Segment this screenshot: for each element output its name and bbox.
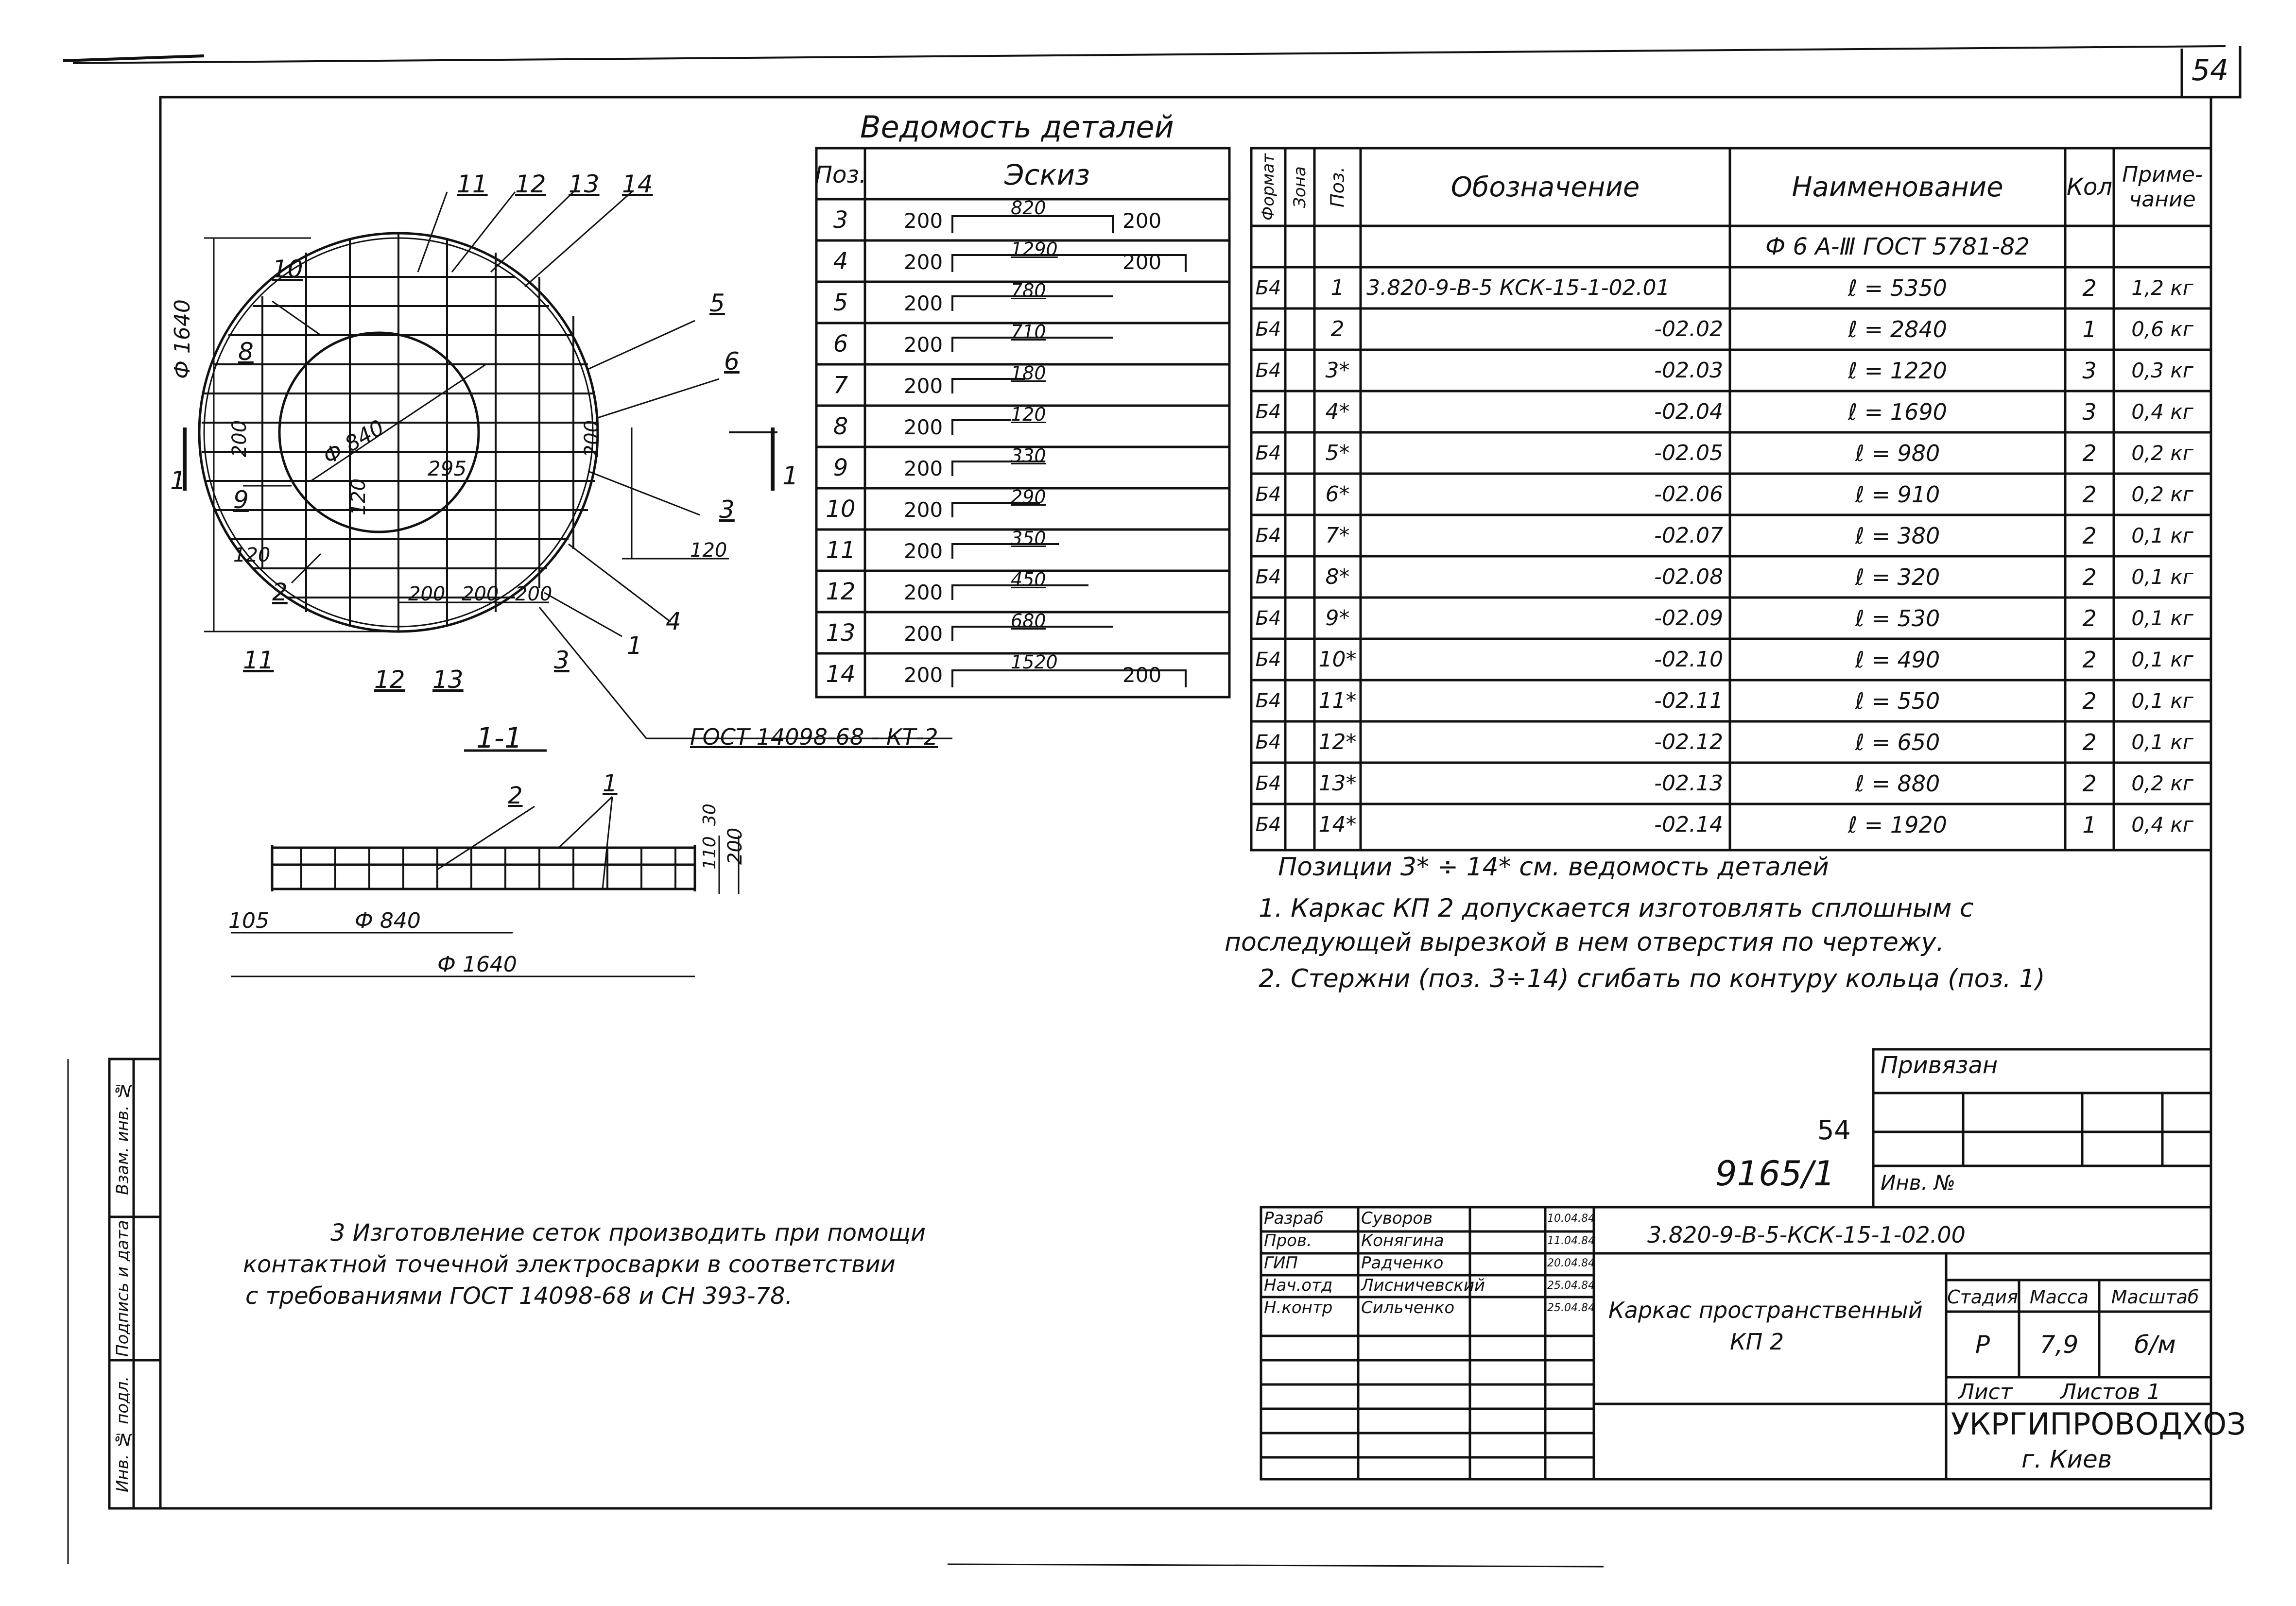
spec-row-pos: 13* <box>1318 771 1357 796</box>
callout-13-top: 13 <box>569 170 600 198</box>
details-header-pos: Поз. <box>814 161 867 188</box>
section-mark-right: 1 <box>782 461 799 491</box>
spec-row-qty: 2 <box>2082 646 2097 673</box>
label-dim-120-top: 120 <box>347 478 370 516</box>
details-row-mid-dim: 330 <box>1011 445 1046 466</box>
bend-sketches <box>952 216 1186 687</box>
details-row-mid-dim: 820 <box>1011 197 1046 219</box>
spec-header-name: Наименование <box>1792 171 2003 203</box>
details-row-pos: 13 <box>826 619 856 647</box>
spec-row-designation: -02.11 <box>1654 688 1723 713</box>
spec-row-designation: -02.10 <box>1654 647 1723 672</box>
spec-row-format: Б4 <box>1255 483 1281 506</box>
spec-row-qty: 2 <box>2082 770 2097 797</box>
details-row-pos: 4 <box>833 247 848 275</box>
vertical-bars <box>262 233 573 632</box>
spec-row-name: ℓ = 1920 <box>1848 811 1947 838</box>
spec-row-note: 0,1 кг <box>2131 606 2193 630</box>
details-row-right-dim: 200 <box>1122 250 1162 274</box>
spec-row-designation: -02.05 <box>1654 441 1723 465</box>
details-row-mid-dim: 1520 <box>1011 651 1058 673</box>
spec-row-designation: -02.06 <box>1654 482 1723 507</box>
spec-row-designation: 3.820-9-В-5 КСК-15-1-02.01 <box>1366 275 1670 300</box>
details-row-left-dim: 200 <box>904 333 943 357</box>
spec-row-pos: 3* <box>1325 358 1350 383</box>
spec-row-qty: 3 <box>2082 357 2097 384</box>
details-row-pos: 10 <box>826 495 856 523</box>
details-row-mid-dim: 1290 <box>1011 239 1058 260</box>
details-row-right-dim: 200 <box>1122 209 1162 233</box>
spec-row-note: 1,2 кг <box>2131 276 2193 300</box>
title-role: Н.контр <box>1264 1298 1333 1317</box>
spec-row-name: ℓ = 380 <box>1855 522 1940 549</box>
details-row-left-dim: 200 <box>904 457 943 480</box>
section-dim-105: 105 <box>228 908 269 933</box>
spec-row-qty: 2 <box>2082 274 2097 301</box>
title-date: 10.04.84 <box>1547 1212 1595 1225</box>
title-sheet-label: Лист <box>1958 1380 2013 1404</box>
spec-header-format: Формат <box>1259 154 1278 221</box>
spec-row-note: 0,2 кг <box>2131 482 2193 506</box>
spec-row-designation: -02.03 <box>1654 358 1723 383</box>
details-row-pos: 3 <box>833 206 848 234</box>
spec-row-note: 0,1 кг <box>2131 565 2193 589</box>
title-scale-label: Масштаб <box>2111 1286 2199 1308</box>
details-row-left-dim: 200 <box>904 415 943 439</box>
label-dim-200-left: 200 <box>228 420 251 458</box>
spec-row-qty: 2 <box>2082 522 2097 549</box>
title-sheets-label: Листов 1 <box>2060 1380 2161 1404</box>
spec-row-format: Б4 <box>1255 400 1281 423</box>
section-dia-1640: Ф 1640 <box>437 952 517 977</box>
section-drawing <box>231 751 739 976</box>
details-row-left-dim: 200 <box>904 374 943 398</box>
note-3-line-2: контактной точечной электросварки в соответствии <box>243 1251 896 1278</box>
details-row-mid-dim: 780 <box>1011 280 1046 301</box>
spec-row-designation: -02.02 <box>1654 317 1723 342</box>
spec-row-name: ℓ = 880 <box>1855 770 1940 797</box>
details-row-mid-dim: 120 <box>1011 404 1046 425</box>
spec-row-name: ℓ = 2840 <box>1848 316 1947 342</box>
details-row-left-dim: 200 <box>904 291 943 315</box>
spec-row-designation: -02.12 <box>1654 730 1723 754</box>
section-dim-200: 200 <box>724 827 746 865</box>
title-name: Радченко <box>1361 1253 1444 1273</box>
side-stamp-inv-podl: Инв. № подл. <box>113 1376 133 1493</box>
page-number: 54 <box>2192 53 2229 87</box>
details-row-left-dim: 200 <box>904 622 943 646</box>
title-stage-value: Р <box>1975 1330 1990 1359</box>
inv-label: Инв. № <box>1881 1171 1956 1195</box>
details-row-pos: 9 <box>833 454 848 481</box>
title-date: 25.04.84 <box>1547 1279 1595 1292</box>
spec-row-qty: 1 <box>2082 811 2097 838</box>
spec-row-pos: 7* <box>1325 523 1350 548</box>
title-city: г. Киев <box>2021 1445 2112 1473</box>
spec-row-note: 0,4 кг <box>2131 813 2193 837</box>
label-dim-200-a: 200 <box>408 583 446 605</box>
spec-header-pos: Поз. <box>1327 166 1348 208</box>
details-row-pos: 11 <box>826 536 856 564</box>
spec-row-name: ℓ = 320 <box>1855 564 1940 590</box>
label-dim-200-b: 200 <box>462 583 499 605</box>
details-row-left-dim: 200 <box>904 539 943 563</box>
spec-row-format: Б4 <box>1255 607 1281 630</box>
section-mark-left: 1 <box>170 466 187 495</box>
details-row-pos: 8 <box>833 412 848 440</box>
callout-6: 6 <box>724 347 740 376</box>
spec-row-format: Б4 <box>1255 813 1281 836</box>
spec-row-name: ℓ = 650 <box>1855 729 1940 755</box>
details-row-pos: 14 <box>826 660 856 688</box>
details-row-left-dim: 200 <box>904 209 943 233</box>
spec-row-pos: 9* <box>1325 606 1350 631</box>
title-date: 25.04.84 <box>1547 1301 1595 1314</box>
spec-row-format: Б4 <box>1255 565 1281 588</box>
spec-row-format: Б4 <box>1255 648 1281 671</box>
callout-1: 1 <box>627 632 642 660</box>
spec-row-pos: 12* <box>1318 730 1357 754</box>
callout-11-top: 11 <box>457 170 488 198</box>
spec-row-designation: -02.09 <box>1654 606 1723 631</box>
title-role: Пров. <box>1264 1231 1312 1250</box>
spec-row-format: Б4 <box>1255 772 1281 795</box>
details-row-mid-dim: 450 <box>1011 569 1046 590</box>
spec-row-pos: 5* <box>1325 441 1350 465</box>
title-item-line-1: Каркас пространственный <box>1608 1297 1923 1323</box>
spec-row-format: Б4 <box>1255 689 1281 712</box>
spec-row-designation: -02.04 <box>1654 399 1723 424</box>
details-header-sketch: Эскиз <box>1004 158 1090 191</box>
spec-row-note: 0,2 кг <box>2131 441 2193 465</box>
section-dia-840: Ф 840 <box>355 908 421 933</box>
label-dia-840: Ф 840 <box>319 415 389 470</box>
note-2: 2. Стержни (поз. 3÷14) сгибать по контуру кольца (поз. 1) <box>1259 964 2045 993</box>
spec-row-pos: 8* <box>1325 564 1350 589</box>
spec-row-qty: 2 <box>2082 481 2097 508</box>
callout-12-top: 12 <box>515 170 546 198</box>
callout-12-bottom: 12 <box>374 666 405 694</box>
section-dim-30: 30 <box>700 803 720 826</box>
spec-row-note: 0,1 кг <box>2131 689 2193 713</box>
title-doc-code: 3.820-9-В-5-КСК-15-1-02.00 <box>1647 1222 1966 1248</box>
callout-9: 9 <box>233 486 249 514</box>
details-row-pos: 6 <box>833 330 848 358</box>
spec-row-format: Б4 <box>1255 442 1281 464</box>
note-1-line-2: последующей вырезкой в нем отверстия по чертежу. <box>1225 928 1944 957</box>
section-callout-2: 2 <box>508 782 523 809</box>
spec-row-pos: 2 <box>1330 317 1345 342</box>
callout-5: 5 <box>709 289 725 317</box>
spec-row-format: Б4 <box>1255 524 1281 547</box>
sheet-code: 9165/1 <box>1715 1154 1835 1194</box>
title-item-line-2: КП 2 <box>1730 1329 1784 1355</box>
spec-row-note: 0,3 кг <box>2131 359 2193 382</box>
callout-4: 4 <box>666 607 681 635</box>
details-row-left-dim: 200 <box>904 498 943 522</box>
details-row-left-dim: 200 <box>904 250 943 274</box>
callout-11-bottom: 11 <box>243 646 274 674</box>
spec-row-name: ℓ = 550 <box>1855 687 1940 714</box>
details-row-left-dim: 200 <box>904 663 943 687</box>
callout-8: 8 <box>238 338 254 366</box>
section-callout-1: 1 <box>603 770 618 797</box>
spec-row-format: Б4 <box>1255 731 1281 753</box>
spec-row-qty: 2 <box>2082 564 2097 590</box>
details-row-mid-dim: 350 <box>1011 528 1046 549</box>
details-row-pos: 5 <box>833 289 848 316</box>
spec-material-row: Ф 6 А-Ⅲ ГОСТ 5781-82 <box>1765 233 2030 260</box>
spec-row-note: 0,1 кг <box>2131 730 2193 754</box>
spec-row-name: ℓ = 980 <box>1855 440 1940 466</box>
spec-row-pos: 11* <box>1318 688 1357 713</box>
spec-row-note: 0,6 кг <box>2131 317 2193 341</box>
spec-row-format: Б4 <box>1255 276 1281 299</box>
spec-row-designation: -02.14 <box>1654 812 1723 837</box>
note-3-line-3: с требованиями ГОСТ 14098-68 и СН 393-78. <box>245 1282 793 1310</box>
details-row-mid-dim: 290 <box>1011 486 1046 508</box>
spec-row-pos: 14* <box>1318 812 1357 837</box>
spec-row-name: ℓ = 910 <box>1855 481 1940 508</box>
title-mass-label: Масса <box>2029 1286 2089 1308</box>
spec-row-qty: 2 <box>2082 605 2097 632</box>
spec-row-note: 0,4 кг <box>2131 400 2193 424</box>
spec-row-pos: 4* <box>1325 399 1350 424</box>
title-scale-value: б/м <box>2134 1330 2176 1359</box>
spec-row-format: Б4 <box>1255 318 1281 341</box>
spec-row-name: ℓ = 1220 <box>1848 357 1947 384</box>
callout-10: 10 <box>272 255 303 283</box>
callout-3-right: 3 <box>719 495 735 524</box>
spec-row-designation: -02.07 <box>1654 523 1723 548</box>
note-3-line-1: 3 Изготовление сеток производить при помощи <box>330 1219 926 1247</box>
spec-row-note: 0,1 кг <box>2131 648 2193 671</box>
spec-header-note: Приме-чание <box>2122 162 2203 212</box>
title-mass-value: 7,9 <box>2039 1330 2079 1359</box>
spec-header-qty: Кол <box>2066 173 2113 201</box>
spec-row-pos: 10* <box>1318 647 1357 672</box>
details-title: Ведомость деталей <box>860 109 1174 145</box>
label-dim-295: 295 <box>428 457 467 480</box>
title-date: 20.04.84 <box>1547 1257 1595 1269</box>
spec-row-name: ℓ = 530 <box>1855 605 1940 632</box>
spec-row-pos: 1 <box>1330 275 1345 300</box>
title-role: Разраб <box>1264 1209 1324 1228</box>
details-row-pos: 7 <box>833 371 848 399</box>
spec-row-name: ℓ = 1690 <box>1848 398 1947 425</box>
label-dim-120-left: 120 <box>233 544 271 566</box>
label-dim-120-right: 120 <box>690 539 727 562</box>
callout-2: 2 <box>272 578 288 606</box>
details-row-right-dim: 200 <box>1122 663 1162 687</box>
label-dim-200-right: 200 <box>581 420 604 458</box>
spec-row-note: 0,2 кг <box>2131 771 2193 795</box>
details-row-mid-dim: 180 <box>1011 362 1046 384</box>
spec-row-note: 0,1 кг <box>2131 524 2193 547</box>
spec-row-qty: 1 <box>2082 316 2097 342</box>
positions-note: Позиции 3* ÷ 14* см. ведомость деталей <box>1278 853 1829 882</box>
label-dim-200-c: 200 <box>515 583 552 605</box>
spec-row-qty: 2 <box>2082 440 2097 466</box>
side-stamp-replaced-inv: Взам. инв. № <box>113 1080 133 1196</box>
spec-row-qty: 3 <box>2082 398 2097 425</box>
sheet-num: 54 <box>1817 1115 1851 1145</box>
spec-row-designation: -02.08 <box>1654 564 1723 589</box>
trim-line <box>73 46 2226 63</box>
details-row-left-dim: 200 <box>904 581 943 604</box>
title-role: Нач.отд <box>1264 1276 1333 1295</box>
section-title: 1-1 <box>476 721 522 754</box>
details-row-pos: 12 <box>826 578 856 605</box>
label-dia-1640: Ф 1640 <box>170 299 195 379</box>
spec-row-format: Б4 <box>1255 359 1281 382</box>
title-org: УКРГИПРОВОДХОЗ <box>1951 1406 2246 1442</box>
note-1-line-1: 1. Каркас КП 2 допускается изготовлять сплошным с <box>1259 894 1974 923</box>
callout-13-bottom: 13 <box>432 666 464 694</box>
spec-row-designation: -02.13 <box>1654 771 1723 796</box>
binding-label: Привязан <box>1881 1052 1998 1079</box>
details-row-mid-dim: 710 <box>1011 321 1046 342</box>
details-row-mid-dim: 680 <box>1011 610 1046 632</box>
spec-row-pos: 6* <box>1325 482 1350 507</box>
title-name: Сильченко <box>1361 1298 1455 1317</box>
callout-3-bottom: 3 <box>554 646 570 674</box>
title-name: Конягина <box>1361 1231 1444 1250</box>
side-stamp-signature-date: Подпись и дата <box>113 1220 133 1357</box>
section-dim-110: 110 <box>700 836 720 870</box>
callout-14-top: 14 <box>622 170 653 198</box>
spec-row-qty: 2 <box>2082 687 2097 714</box>
title-name: Лисничевский <box>1361 1276 1485 1295</box>
title-stage-label: Стадия <box>1947 1286 2018 1308</box>
title-date: 11.04.84 <box>1547 1234 1595 1247</box>
label-gost-weld: ГОСТ 14098-68 - КТ-2 <box>690 724 938 750</box>
spec-header-zone: Зона <box>1290 166 1310 208</box>
spec-row-qty: 2 <box>2082 729 2097 755</box>
title-name: Суворов <box>1361 1209 1433 1228</box>
spec-row-name: ℓ = 5350 <box>1848 274 1947 301</box>
title-role: ГИП <box>1264 1253 1298 1273</box>
spec-header-designation: Обозначение <box>1450 171 1640 203</box>
spec-row-name: ℓ = 490 <box>1855 646 1940 673</box>
